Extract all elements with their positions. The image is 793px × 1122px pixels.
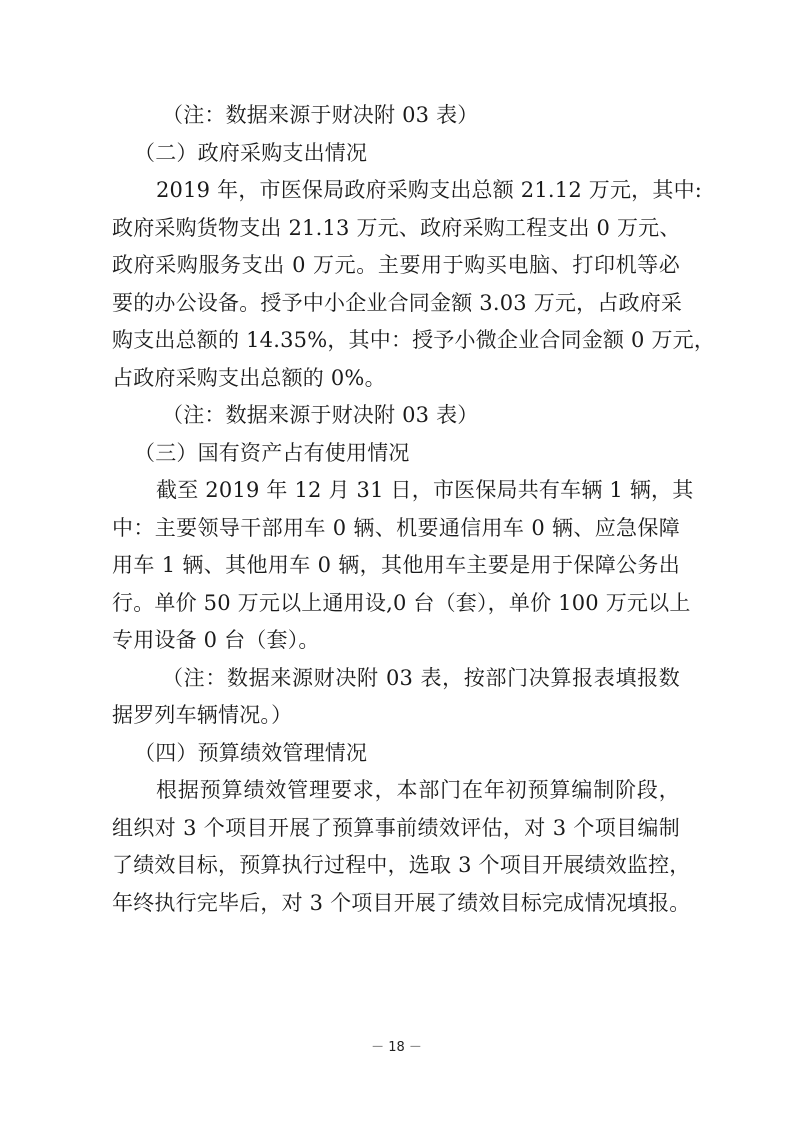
paragraph-line: 政府采购服务支出 0 万元。主要用于购买电脑、打印机等必 — [112, 253, 680, 277]
paragraph-line: 占政府采购支出总额的 0%。 — [112, 365, 386, 390]
note-line: （注：数据来源于财决附 03 表） — [162, 403, 479, 427]
note-line: 据罗列车辆情况。） — [112, 703, 293, 727]
section-heading: （四）预算绩效管理情况 — [134, 740, 368, 765]
paragraph-line: 2019 年，市医保局政府采购支出总额 21.12 万元，其中: — [156, 178, 703, 202]
paragraph-line: 组织对 3 个项目开展了预算事前绩效评估，对 3 个项目编制 — [112, 815, 680, 840]
section-heading: （三）国有资产占有使用情况 — [134, 440, 410, 465]
paragraph-line: 截至 2019 年 12 月 31 日，市医保局共有车辆 1 辆，其 — [156, 478, 694, 502]
paragraph-line: 用车 1 辆、其他用车 0 辆，其他用车主要是用于保障公务出 — [112, 553, 680, 577]
paragraph-line: 要的办公设备。授予中小企业合同金额 3.03 万元，占政府采 — [112, 290, 683, 315]
paragraph-line: 了绩效目标，预算执行过程中，选取 3 个项目开展绩效监控， — [112, 853, 691, 877]
paragraph-line: 专用设备 0 台（套）。 — [112, 628, 320, 652]
paragraph-line: 年终执行完毕后，对 3 个项目开展了绩效目标完成情况填报。 — [112, 890, 691, 915]
paragraph-line: 购支出总额的 14.35%，其中：授予小微企业合同金额 0 万元， — [112, 328, 716, 352]
body-text — [112, 97, 716, 922]
paragraph-line: 根据预算绩效管理要求，本部门在年初预算编制阶段， — [156, 778, 680, 802]
paragraph-line: 行。单价 50 万元以上通用设,0 台（套），单价 100 万元以上 — [112, 590, 691, 615]
paragraph-line: 政府采购货物支出 21.13 万元、政府采购工程支出 0 万元、 — [112, 215, 681, 240]
page-number: － 18 － — [371, 1040, 422, 1055]
note-line: （注：数据来源财决附 03 表，按部门决算报表填报数 — [162, 665, 680, 690]
note-line: （注：数据来源于财决附 03 表） — [162, 103, 479, 127]
paragraph-line: 中：主要领导干部用车 0 辆、机要通信用车 0 辆、应急保障 — [112, 515, 680, 540]
section-heading: （二）政府采购支出情况 — [134, 140, 368, 165]
